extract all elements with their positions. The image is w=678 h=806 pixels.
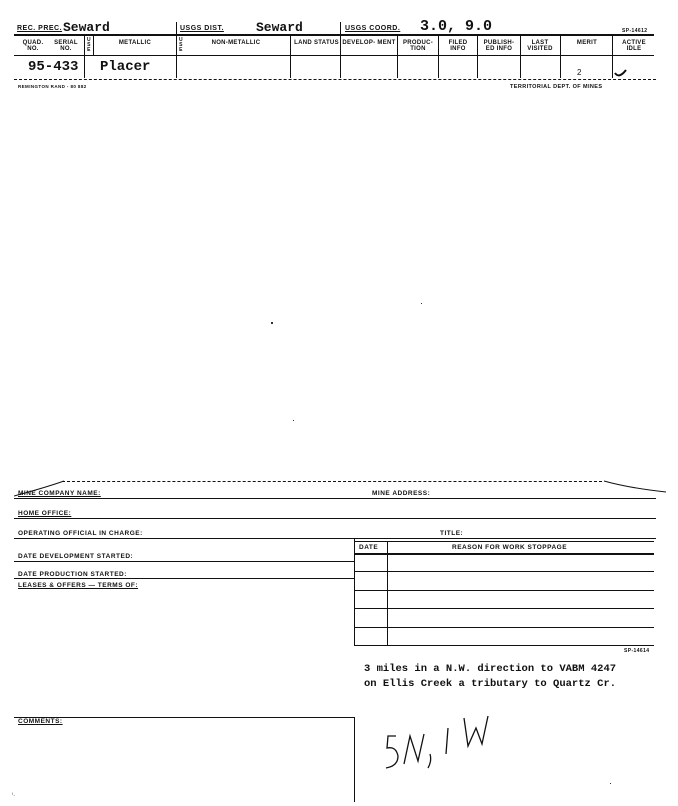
speck xyxy=(610,783,611,784)
divider xyxy=(340,22,341,35)
divider xyxy=(84,35,85,78)
date-column-label: DATE xyxy=(359,544,379,551)
footer-left: REMINGTON RAND - 80 882 xyxy=(18,84,87,89)
col-metallic-label: METALLIC xyxy=(118,40,152,46)
col-serial-label: SERIAL NO. xyxy=(54,40,78,52)
form-code-2: SP-14614 xyxy=(624,648,650,654)
row-rule xyxy=(354,645,654,646)
divider xyxy=(340,35,341,78)
row-rule xyxy=(14,717,354,718)
divider xyxy=(290,35,291,78)
leases-label: LEASES & OFFERS — TERMS OF: xyxy=(18,582,139,589)
row-rule xyxy=(354,627,654,628)
col-active-label: ACTIVE IDLE xyxy=(622,40,646,52)
row-rule xyxy=(354,571,654,572)
row-rule xyxy=(354,553,654,555)
row-rule xyxy=(354,608,654,609)
mine-company-name-label: MINE COMPANY NAME: xyxy=(18,490,101,497)
card-top-curves xyxy=(14,478,666,498)
col-land-label: LAND STATUS xyxy=(294,40,339,46)
divider xyxy=(560,35,561,78)
row-rule xyxy=(14,561,354,562)
date-production-label: DATE PRODUCTION STARTED: xyxy=(18,571,127,578)
form-code: SP-14612 xyxy=(622,28,648,34)
location-note-line-1: 3 miles in a N.W. direction to VABM 4247 xyxy=(364,663,617,675)
mine-address-label: MINE ADDRESS: xyxy=(372,490,431,497)
usgs-coord-label: USGS COORD. xyxy=(345,25,401,32)
header-rule xyxy=(14,34,654,36)
corner-mark: ⁱ· xyxy=(12,793,16,799)
col-nonmetallic-label: NON-METALLIC xyxy=(211,40,261,46)
divider xyxy=(520,35,521,78)
card-bottom-rule xyxy=(14,79,656,80)
divider xyxy=(387,541,388,646)
footer-right: TERRITORIAL DEPT. OF MINES xyxy=(510,84,603,90)
handwritten-coordinates xyxy=(378,706,498,776)
divider xyxy=(477,35,478,78)
comments-label: COMMENTS: xyxy=(18,718,63,725)
speck xyxy=(271,322,273,324)
col-publish-label: PUBLISH- ED INFO xyxy=(483,40,515,52)
row-rule xyxy=(354,541,654,542)
divider xyxy=(354,717,355,802)
quad-serial-value: 95-433 xyxy=(28,59,79,75)
row-rule xyxy=(14,578,354,579)
location-note-line-2: on Ellis Creek a tributary to Quartz Cr. xyxy=(364,678,617,690)
title-label: TITLE: xyxy=(440,530,464,537)
col-use1-label: U S E xyxy=(87,37,91,53)
label-row-rule xyxy=(14,55,654,56)
row-rule xyxy=(354,590,654,591)
divider xyxy=(176,35,177,78)
speck xyxy=(421,303,422,304)
row-rule xyxy=(14,518,656,519)
divider xyxy=(438,35,439,78)
col-develop-label: DEVELOP- MENT xyxy=(342,40,396,46)
col-quad-label: QUAD. NO. xyxy=(22,40,44,52)
col-use2-label: U S E xyxy=(179,37,183,53)
rec-prec-value: Seward xyxy=(63,20,110,35)
col-merit-label: MERIT xyxy=(576,40,598,46)
divider xyxy=(176,22,177,35)
speck xyxy=(293,420,294,421)
operating-official-label: OPERATING OFFICIAL IN CHARGE: xyxy=(18,530,143,537)
usgs-coord-value: 3.0, 9.0 xyxy=(420,18,493,35)
usgs-dist-label: USGS DIST. xyxy=(180,25,224,32)
reason-column-label: REASON FOR WORK STOPPAGE xyxy=(452,544,568,551)
row-rule xyxy=(14,498,656,499)
usgs-dist-value: Seward xyxy=(256,20,303,35)
divider xyxy=(93,35,94,55)
metallic-value: Placer xyxy=(100,59,151,75)
check-mark-icon xyxy=(612,64,636,80)
rec-prec-label: REC. PREC. xyxy=(17,25,63,32)
date-development-label: DATE DEVELOPMENT STARTED: xyxy=(18,553,134,560)
location-note xyxy=(364,662,616,692)
home-office-label: HOME OFFICE: xyxy=(18,510,72,517)
divider xyxy=(397,35,398,78)
merit-value: 2 xyxy=(577,68,582,77)
col-produc-label: PRODUC- TION xyxy=(402,40,434,52)
col-filed-label: FILED INFO xyxy=(448,40,468,52)
row-rule xyxy=(14,538,656,539)
col-visited-label: LAST VISITED xyxy=(527,40,553,52)
